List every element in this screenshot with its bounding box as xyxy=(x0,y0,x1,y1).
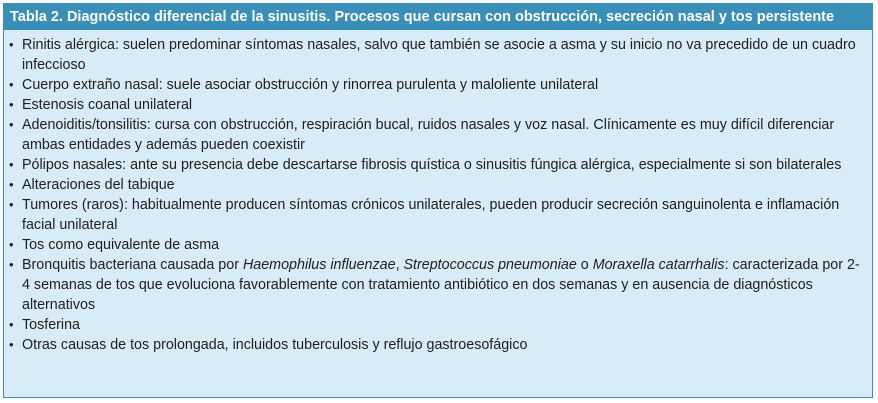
bullet-icon: • xyxy=(9,37,14,52)
item-text: Otras causas de tos prolongada, incluidos tuberculosis y reflujo gastroesofágico xyxy=(22,337,528,353)
list-item xyxy=(4,195,872,235)
item-text: Tosferina xyxy=(22,317,81,333)
item-text-prefix: Bronquitis bacteriana causada por xyxy=(22,257,243,273)
bullet-icon: • xyxy=(9,237,14,252)
list-item xyxy=(4,155,872,175)
item-text: Rinitis alérgica: suelen predominar síntomas nasales, salvo que también se asocie a asma y su inicio no va precedido de un cuadro infeccioso xyxy=(22,37,856,73)
list-item xyxy=(4,115,872,155)
organism-name: Haemophilus influenzae xyxy=(242,257,396,273)
bullet-icon: • xyxy=(9,177,14,192)
list-item xyxy=(4,235,872,255)
item-text: Pólipos nasales: ante su presencia debe descartarse fibrosis quística o sinusitis fúngica alérgica, especialmente si son bilaterales xyxy=(22,157,842,173)
diagnosis-list xyxy=(4,30,872,355)
list-item xyxy=(4,35,872,75)
list-item xyxy=(4,255,872,315)
list-item xyxy=(4,335,872,355)
list-item xyxy=(4,175,872,195)
bullet-icon: • xyxy=(9,157,14,172)
item-separator: , xyxy=(395,257,404,273)
bullet-icon: • xyxy=(9,117,14,132)
item-text: Tos como equivalente de asma xyxy=(22,237,220,253)
bullet-icon: • xyxy=(9,97,14,112)
bullet-icon: • xyxy=(9,317,14,332)
list-item xyxy=(4,95,872,115)
item-text: Alteraciones del tabique xyxy=(22,177,175,193)
bullet-icon: • xyxy=(9,257,14,272)
item-text: Tumores (raros): habitualmente producen síntomas crónicos unilaterales, pueden producir secreción sanguinolenta e inflamación facial unilateral xyxy=(22,197,840,233)
table-title: Tabla 2. Diagnóstico diferencial de la sinusitis. Procesos que cursan con obstrucción, secreción nasal y tos persistente xyxy=(4,4,872,30)
item-text: Estenosis coanal unilateral xyxy=(22,97,193,113)
organism-name: Streptococcus pneumoniae xyxy=(403,257,577,273)
list-item xyxy=(4,75,872,95)
item-text: Cuerpo extraño nasal: suele asociar obstrucción y rinorrea purulenta y maloliente unilateral xyxy=(22,77,599,93)
differential-diagnosis-table xyxy=(3,3,873,398)
item-text-suffix: : caracterizada por 2-4 semanas de tos que evoluciona favorablemente con tratamiento antibiótico en dos semanas y en ausencia de diagnósticos alternativos xyxy=(22,257,860,313)
bullet-icon: • xyxy=(9,197,14,212)
bullet-icon: • xyxy=(9,337,14,352)
item-separator: o xyxy=(576,257,593,273)
organism-name: Moraxella catarrhalis xyxy=(592,257,725,273)
item-text: Adenoiditis/tonsilitis: cursa con obstrucción, respiración bucal, ruidos nasales y voz nasal. Clínicamente es muy difícil diferenciar ambas entidades y además pueden coexistir xyxy=(22,117,835,153)
list-item xyxy=(4,315,872,335)
bullet-icon: • xyxy=(9,77,14,92)
